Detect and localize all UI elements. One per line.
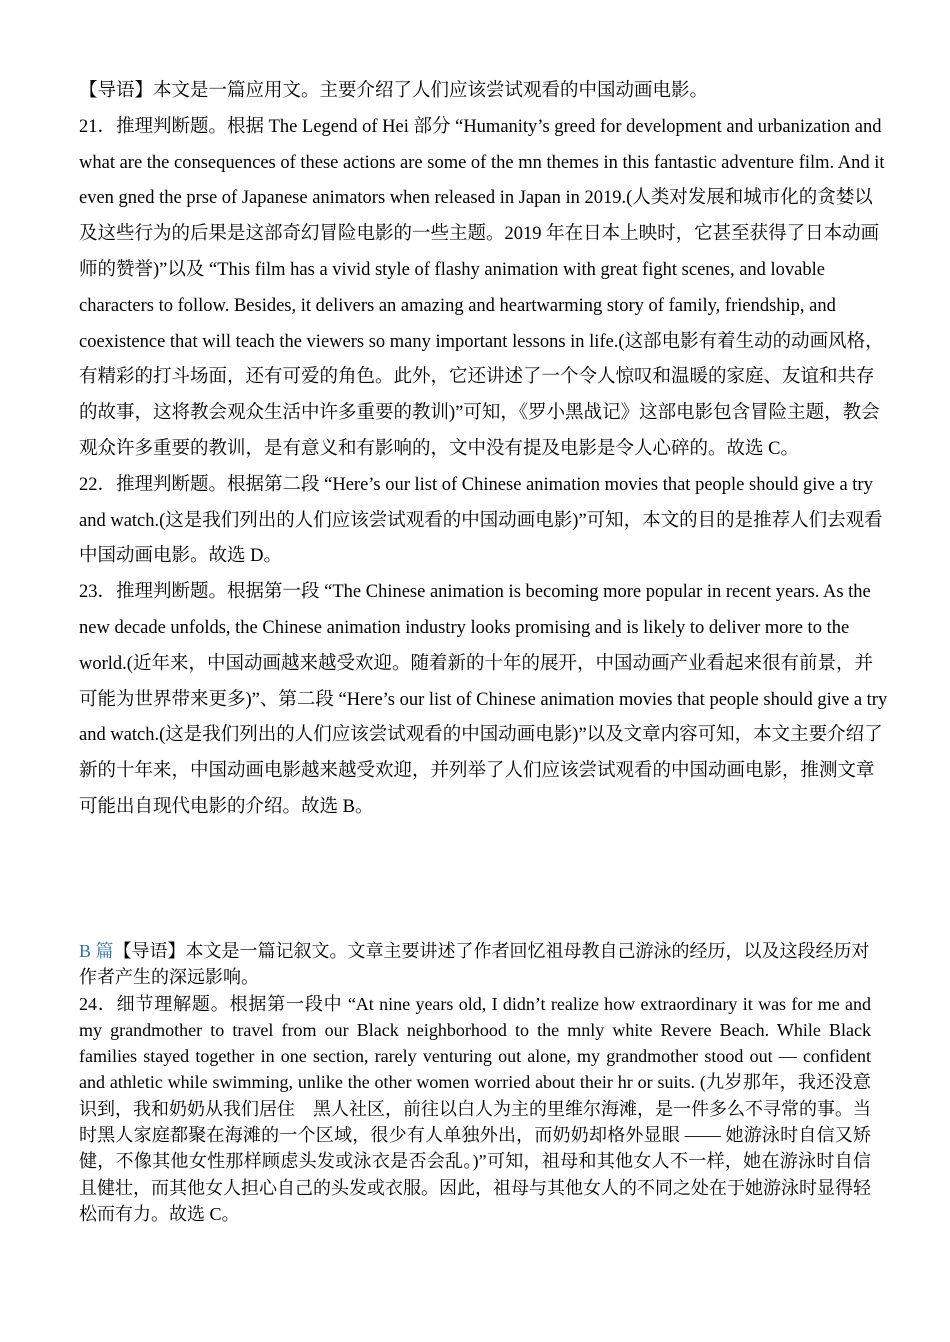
question-23-explanation: 23．推理判断题。根据第一段 “The Chinese animation is becoming more popular in recent years. As the new decade unfolds, the Chinese animation industry looks promising and is likely to deliver more to the world.(近年来，中国动画越来越受欢迎。随着新的十年的展开，中国动画产业看起来很有前景，并可能为世界带来更多)”、第二段 “Here’s our list of Chinese animation movies that people should give a try and watch.(这是我们列出的人们应该尝试观看的中国动画电影)”以及文章内容可知，本文主要介绍了新的十年来，中国动画电影越来越受欢迎，并列举了人们应该尝试观看的中国动画电影，推测文章可能出自现代电影的介绍。故选 B。: [79, 582, 888, 817]
section-a: [79, 74, 889, 826]
question-22-explanation: 22．推理判断题。根据第二段 “Here’s our list of Chinese animation movies that people should give a try and watch.(这是我们列出的人们应该尝试观看的中国动画电影)”可知，本文的目的是推荐人们去观看中国动画电影。故选 D。: [79, 474, 883, 567]
section-a-intro: 【导语】本文是一篇应用文。主要介绍了人们应该尝试观看的中国动画电影。: [79, 81, 709, 101]
section-b-intro-paragraph: [79, 938, 871, 991]
section-b-intro: 【导语】本文是一篇记叙文。文章主要讲述了作者回忆祖母教自己游泳的经历，以及这段经历对作者产生的深远影响。: [79, 941, 870, 988]
section-b: [79, 938, 871, 1227]
question-21-explanation: 21．推理判断题。根据 The Legend of Hei 部分 “Humanity’s greed for development and urbanization and what are the consequences of these actions are some of the mn themes in this fantastic adventure film. And it even gned the prse of Japanese animators when released in Japan in 2019.(人类对发展和城市化的贪婪以及这些行为的后果是这部奇幻冒险电影的一些主题。2019 年在日本上映时，它甚至获得了日本动画师的赞誉)”以及 “This film has a vivid style of flashy animation with great fight scenes, and lovable characters to follow. Besides, it delivers an amazing and heartwarming story of family, friendship, and coexistence that will teach the viewers so many important lessons in life.(这部电影有着生动的动画风格，有精彩的打斗场面，还有可爱的角色。此外，它还讲述了一个令人惊叹和温暖的家庭、友谊和共存的故事，这将教会观众生活中许多重要的教训)”可知，《罗小黑战记》这部电影包含冒险主题，教会观众许多重要的教训，是有意义和有影响的，文中没有提及电影是令人心碎的。故选 C。: [79, 116, 885, 459]
section-b-label: B 篇: [79, 941, 114, 961]
question-24-explanation: 24．细节理解题。根据第一段中 “At nine years old, I didn’t realize how extraordinary it was for me and my grandmother to travel from our Black neighborhood to the mnly white Revere Beach. While Black families stayed together in one section, rarely venturing out alone, my grandmother stood out — confident and athletic while swimming, unlike the other women worried about their hr or suits. (九岁那年，我还没意识到，我和奶奶从我们居住 黑人社区，前往以白人为主的里维尔海滩，是一件多么不寻常的事。当时黑人家庭都聚在海滩的一个区域，很少有人单独外出，而奶奶却格外显眼 —— 她游泳时自信又矫健，不像其他女性那样顾虑头发或泳衣是否会乱。)”可知，祖母和其他女人不一样，她在游泳时自信且健壮，而其他女人担心自己的头发或衣服。因此，祖母与其他女人的不同之处在于她游泳时显得轻松而有力。故选 C。: [79, 993, 871, 1224]
